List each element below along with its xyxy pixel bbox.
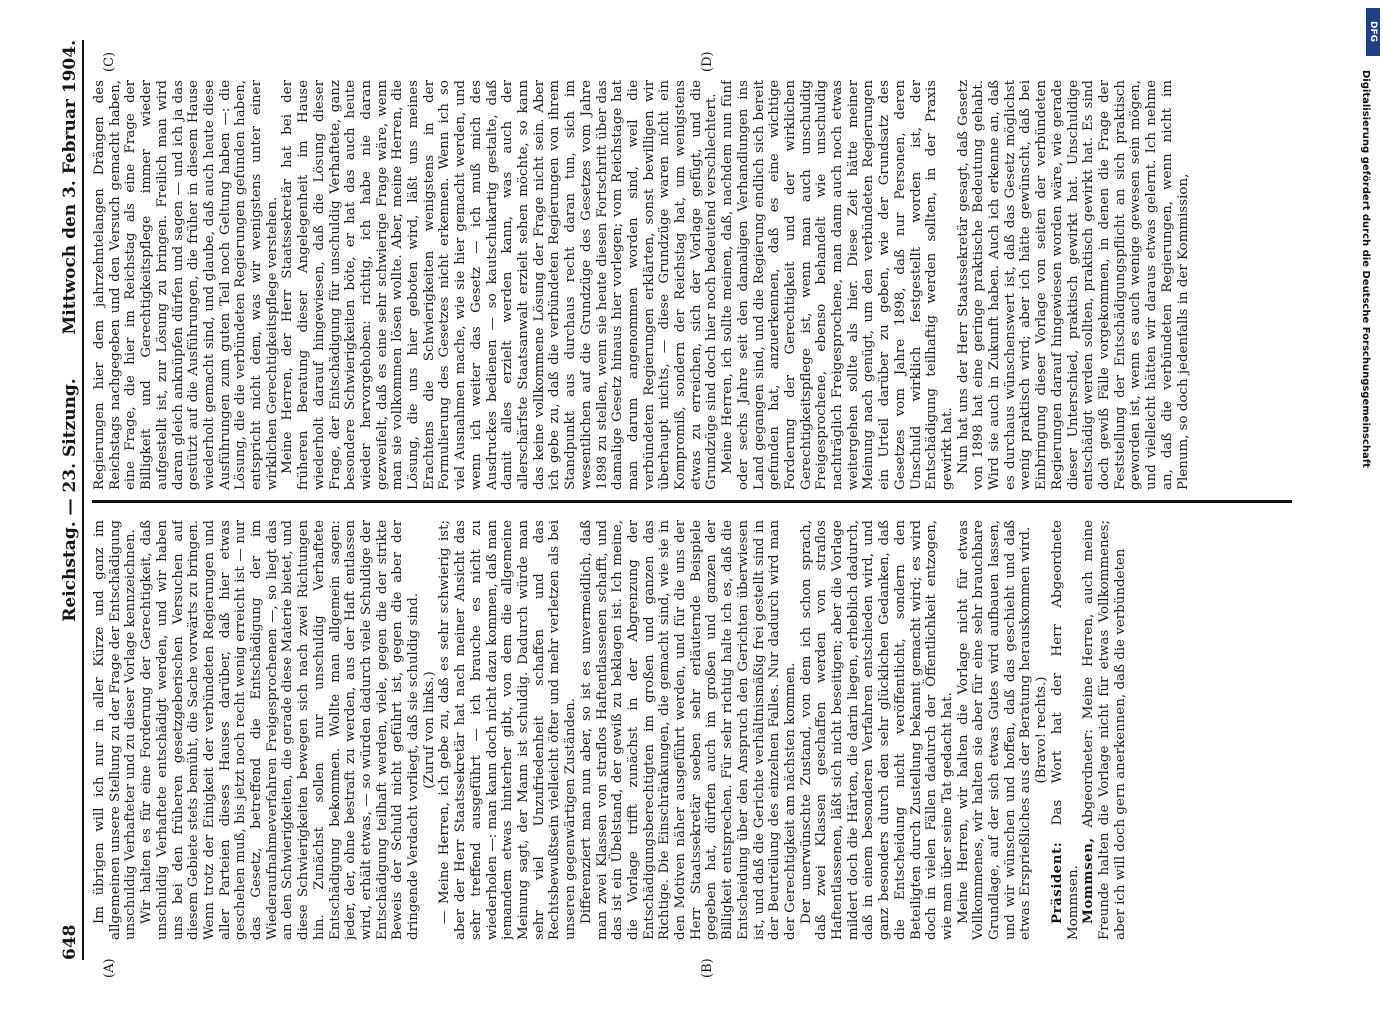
paragraph: Nun hat uns der Herr Staatssekretär gesagt, daß Gesetz von 1898 hat eine geringe praktische Bedeutung gehabt. Wird sie auch in Zukunft haben. Auch ich erkenne an, daß es durchaus wünschenswert ist, daß das Gesetz möglichst wenig praktisch wird; aber ich hätte gewünscht, daß bei Einbringung dieser Vorlage von seiten der verbündeten Regierungen darauf hingewiesen worden wäre, wie gerade dieser Unterschied, praktisch gewirkt hat. Unschuldige entschädigt werden sollten, praktisch gewirkt hat. Es sind doch gewiß Fälle vorgekommen, in denen die Frage der Feststellung der Entschädigungspflicht an sich praktisch geworden ist, wenn es auch wenige gewesen sein mögen, und vielleicht hätten wir daraus etwas gelernt. Ich nehme an, daß die verbündeten Regierungen, wenn nicht im Plenum, so doch jedenfalls in der Kommission, <box>955 80 1191 490</box>
page-number: 648 <box>60 924 80 960</box>
paragraph: Wir halten es für eine Forderung der Gerechtigkeit, daß unschuldig Verhaftete entschädigt werden, und wir haben uns bei den früheren gesetzgeberischen Versuchen auf diesem Gebiete stets bemüht, die Sache vorwärts zu bringen. Wenn trotz der Einigkeit der verbündeten Regierungen und aller Parteien dieses Hauses darüber, daß hier etwas geschehen muß, bis jetzt noch recht wenig erreicht ist — nur das Gesetz, betreffend die Entschädigung der im Wiederaufnahmeverfahren Freigesprochenen —, so liegt das an den Schwierigkeiten, die gerade diese Materie bietet, und diese Schwierigkeiten bewegen sich nach zwei Richtungen hin. Zunächst sollen nur unschuldig Verhaftete Entschädigung bekommen. Wollte man allgemein sagen: jeder, der, ohne bestraft zu werden, aus der Haft entlassen wird, erhält etwas, — so würden dadurch viele Schuldige der Entschädigung teilhaft werden, viele, gegen die der strikte Beweis der Schuld nicht geführt ist, gegen die aber der dringende Verdacht vorliegt, daß sie schuldig sind. <box>139 520 422 940</box>
left-column <box>92 520 1292 940</box>
digitization-credit <box>1360 70 1376 1030</box>
margin-mark-a: (A) <box>102 958 117 978</box>
paragraph: — Meine Herren, ich gebe zu, daß es sehr schwierig ist; aber der Herr Staatssekretär hat nach meiner Ansicht das sehr treffend ausgeführt — ich brauche es nicht zu wiederholen —: man kann doch nicht dazu kommen, daß man jemandem etwas hinterher gibt, von dem die allgemeine Meinung sagt, der Mann ist schuldig. Dadurch würde man sehr viel Unzufriedenheit schaffen und das Rechtsbewußtsein vielleicht öfter und mehr verletzen als bei unseren gegenwärtigen Zuständen. <box>437 520 579 940</box>
paragraph: Differenziert man nun aber, so ist es unvermeidlich, daß man zwei Klassen von straflos Haftentlassenen schafft, und das ist ein Übelstand, der gewiß zu beklagen ist. Ich meine, die Vorlage trifft zunächst in der Abgrenzung der Entschädigungsberechtigten im großen und ganzen das Richtige. Die Einschränkungen, die gemacht sind, wie sie in den Motiven näher ausgeführt werden, und für die uns der Herr Staatssekretär soeben sehr erläuternde Beispiele gegeben hat, dürften auch im großen und ganzen der Billigkeit entsprechen. Für sehr richtig halte ich es, daß die Entscheidung über den Anspruch den Gerichten überwiesen ist, und daß die Gerichte verhältnismäßig frei gestellt sind in der Beurteilung des einzelnen Falles. Nur dadurch wird man der Gerechtigkeit am nächsten kommen. <box>578 520 798 940</box>
president-speech <box>1050 520 1081 940</box>
running-head <box>60 40 84 960</box>
page-title: Reichstag. — 23. Sitzung. <box>60 378 80 622</box>
interjection: (Bravo! rechts.) <box>1034 676 1050 784</box>
speaker-label: Präsident: <box>1048 841 1065 924</box>
paragraph: Meine Herren, wir halten die Vorlage nicht für etwas Vollkommenes, wir halten sie aber für eine sehr brauchbare Grundlage, auf der sich etwas Gutes wird aufbauen lassen, und wir wünschen und hoffen, daß das geschieht und daß etwas Ersprießliches aus der Beratung herauskommen wird. <box>955 520 1034 940</box>
speaker-label: Mommsen, <box>1080 837 1097 924</box>
margin-mark-d: (D) <box>700 51 715 72</box>
speech-text: Abgeordneter: Meine Herren, auch meine Freunde halten die Vorlage nicht für etwas Vollkommenes; aber ich will doch gern anerkennen, daß die verbündeten <box>1081 520 1128 940</box>
interjection: (Zuruf von links.) <box>421 671 437 789</box>
paragraph: Meine Herren, der Herr Staatssekretär hat bei der früheren Beratung dieser Angelegenheit im Hause wiederholt darauf hingewiesen, daß die Lösung dieser Frage, der Entschädigung für unschuldig Verhaftete, ganz besondere Schwierigkeiten böte, er hat das auch heute wieder hervorgehoben: richtig, ich habe nie daran gezweifelt, daß es eine sehr schwierige Frage wäre, wenn man sie vollkommen lösen wollte. Aber, meine Herren, die Lösung, die uns hier geboten wird, läßt uns meines Erachtens die Schwierigkeiten wenigstens in der Formulierung des Gesetzes nicht erkennen. Wenn ich so viel Ausnahmen mache, wie sie hier gemacht werden, und wenn ich weiter das Gesetz — ich muß mich des Ausdruckes bedienen — so kautschukartig gestalte, daß damit alles erzielt werden kann, was auch der allerschärfste Staatsanwalt erzielt sehen möchte, so kann das keine vollkommene Lösung der Frage nicht sein. Aber ich gebe zu, daß die verbündeten Regierungen von ihrem Standpunkt aus durchaus recht daran tun, sich im wesentlichen auf die Grundzüge des Gesetzes vom Jahre 1898 zu stellen, wenn sie heute diesen Fortschritt über das damalige Gesetz hinaus hier vorlegen; vom Reichstage hat man darum angenommen worden sind, weil die verbündeten Regierungen erklärten, sonst bewilligen wir überhaupt nichts, — diese Grundzüge waren nicht ein Kompromiß, sondern der Reichstag hat, um wenigstens etwas zu erreichen, sich der Vorlage gefügt, und die Grundzüge sind doch hier noch bedeutend verschlechtert. <box>280 80 720 490</box>
credit-text: Digitalisierung gefördert durch die Deutsche Forschungsgemeinschaft <box>1360 70 1371 468</box>
dfg-logo: DFG <box>1366 8 1380 56</box>
paragraph: Meine Herren, ich sollte meinen, daß, nachdem nun fünf oder sechs Jahre seit den damaligen Verhandlungen ins Land gegangen sind, und die Regierung endlich sich bereit gefunden hat, anzuerkennen, daß es eine wichtige Forderung der Gerechtigkeit und der wirklichen Gerechtigkeitspflege ist, wenn man auch unschuldig Freigesprochene, ebenso behandelt wie unschuldig nachträglich Freigesprochene, man dann auch noch etwas weitergehen sollte als hier. Diese Zeit hätte meiner Meinung nach genügt, um den verbündeten Regierungen ein Urteil darüber zu geben, wie der Grundsatz des Gesetzes vom Jahre 1898, daß nur Personen, deren Unschuld wirklich festgestellt worden ist, der Entschädigung teilhaftig werden sollten, in der Praxis gewirkt hat. <box>720 80 955 490</box>
margin-mark-b: (B) <box>700 958 715 978</box>
paragraph: Der unerwünschte Zustand, von dem ich schon sprach, daß zwei Klassen geschaffen werden von straflos Haftentlassenen, läßt sich nicht beseitigen; aber die Vorlage mildert doch die Härten, die darin liegen, erheblich dadurch, daß in einem besonderen Verfahren entschieden wird, und ganz besonders durch den sehr glücklichen Gedanken, daß die Entscheidung nicht veröffentlicht, sondern den Beteiligten durch Zustellung bekannt gemacht wird; es wird doch in vielen Fällen dadurch der Öffentlichkeit entzogen, wie man über seine Tat gedacht hat. <box>798 520 955 940</box>
column-divider <box>92 500 1292 503</box>
right-column <box>92 80 1292 490</box>
mommsen-speech <box>1081 520 1128 940</box>
paragraph: Im übrigen will ich nur in aller Kürze und ganz im allgemeinen unsere Stellung zu der Frage der Entschädigung unschuldig Verhafteter und zu dieser Vorlage kennzeichnen. <box>92 520 139 940</box>
session-date: Mittwoch den 3. Februar 1904. <box>60 40 80 335</box>
margin-mark-c: (C) <box>102 51 117 72</box>
paragraph: Regierungen hier dem jahrzehntelangen Drängen des Reichstags nachgegeben und den Versuch gemacht haben, eine Frage, die hier im Reichstag als eine Frage der Billigkeit und Gerechtigkeitspflege immer wieder aufgestellt ist, zur Lösung zu bringen. Freilich man wird daran gleich anknüpfen dürfen und sagen — und ich ja das gestützt auf die Ausführungen, die früher in diesem Hause wiederholt gemacht sind, und glaube, daß auch heute diese Ausführungen zum guten Teil noch Geltung haben —: die Lösung, die die verbündeten Regierungen gefunden haben, entspricht nicht dem, was wir wenigstens unter einer wirklichen Gerechtigkeitspflege verstehen. <box>92 80 280 490</box>
speech-text: Das Wort hat der Herr Abgeordnete Mommsen. <box>1049 520 1081 940</box>
